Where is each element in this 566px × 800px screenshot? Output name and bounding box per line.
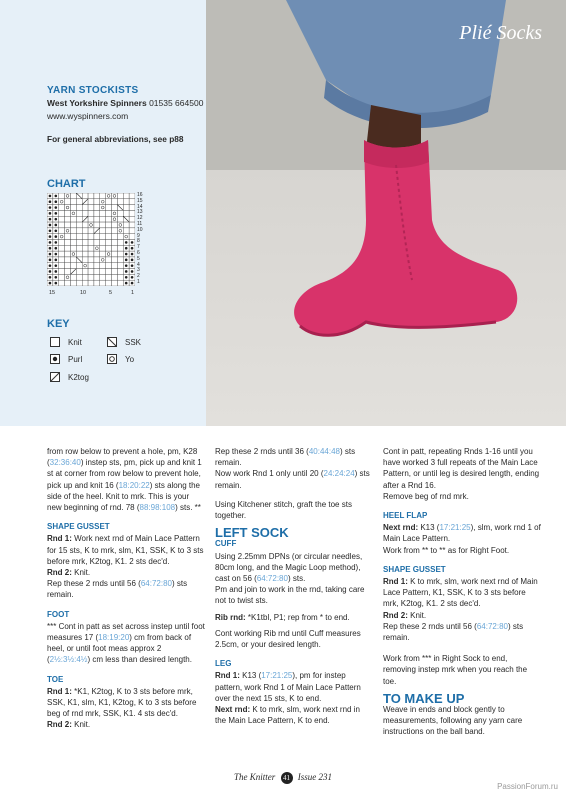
key-k2tog	[50, 372, 89, 382]
text-column-3	[383, 446, 541, 743]
section-heading: TOE	[47, 674, 64, 684]
row-number: 11	[137, 220, 143, 227]
key-purl	[50, 354, 82, 364]
magazine-name: The Knitter	[233, 772, 276, 782]
ssk-icon	[107, 337, 117, 347]
sock-illustration	[206, 0, 566, 426]
yo-icon	[107, 354, 117, 364]
abbreviations-note: For general abbreviations, see p88	[47, 134, 184, 144]
key-label: SSK	[125, 337, 142, 347]
section-heading: SHAPE GUSSET	[383, 564, 446, 574]
paragraph: Work from *** in Right Sock to end, removing instep mrk when you reach the toe.	[383, 654, 528, 686]
section-heading: FOOT	[47, 609, 70, 619]
paragraph: Rnd 1: *K1, K2tog, K to 3 sts before mrk, SSK, K1, slm, K1, K2tog, K to 3 sts before beg of rnd mrk, SSK, K1. 4 sts dec'd. Rnd 2: Knit.	[47, 686, 197, 730]
k2tog-icon	[50, 372, 60, 382]
paragraph: Rnd 1: Work next rnd of Main Lace Pattern for 15 sts, K to mrk, slm, K1, SSK, K to 3 sts before mrk, K2tog, K1. 2 sts dec'd. Rnd 2: Knit. Rep these 2 rnds until 56 (64:72:80) sts remain.	[47, 534, 204, 600]
col-number: 1	[131, 290, 135, 296]
row-number: 10	[137, 226, 143, 233]
row-number: 2	[137, 273, 140, 280]
issue-number: Issue 231	[297, 772, 332, 782]
key-label: K2tog	[68, 372, 89, 382]
row-number: 16	[137, 192, 143, 198]
row-number: 8	[137, 238, 140, 245]
watermark: PassionForum.ru	[497, 782, 558, 791]
chart-row-numbers	[137, 193, 143, 286]
paragraph: Rep these 2 rnds until 36 (40:44:48) sts remain. Now work Rnd 1 only until 20 (24:24:24) sts remain.	[215, 447, 370, 490]
col-number: 5	[109, 290, 113, 296]
row-number: 15	[137, 197, 143, 204]
key-label: Yo	[125, 354, 135, 364]
section-heading: HEEL FLAP	[383, 511, 428, 521]
left-sock-heading: LEFT SOCK	[215, 525, 289, 541]
chart-heading: CHART	[47, 178, 86, 190]
empty-square-icon	[50, 337, 60, 347]
pattern-title: Plié Socks	[459, 22, 542, 44]
paragraph: Rnd 1: K13 (17:21:25), pm for instep pattern, work Rnd 1 of Main Lace Pattern over the next 15 sts, K to end. Next rnd: K to mrk, slm, work next rnd in the Main Lace Pattern, K to end.	[215, 671, 361, 726]
chart-col-numbers	[47, 290, 137, 298]
text-column-1	[47, 446, 205, 736]
section-heading: SHAPE GUSSET	[47, 522, 110, 532]
sock-photo	[206, 0, 566, 426]
row-number: 5	[137, 255, 140, 262]
paragraph: from row below to prevent a hole, pm, K28 (32:36:40) instep sts, pm, pick up and knit 1 st at corner from row below to prevent hole, pick up and knit 16 (18:20:22) sts along the side of the heel. Knit to mrk. This is your new beginning of rnd. 78 (88:98:108) sts. **	[47, 447, 202, 513]
key-yo	[107, 354, 134, 364]
yarn-stockists	[47, 84, 207, 123]
filled-dot-icon	[50, 354, 60, 364]
paragraph: Rib rnd: *K1tbl, P1; rep from * to end.	[215, 612, 350, 622]
stockist-phone: 01535 664500	[149, 98, 204, 108]
stockist-company: West Yorkshire Spinners	[47, 98, 147, 108]
row-number: 9	[137, 232, 140, 239]
key-label: Purl	[68, 354, 83, 364]
row-number: 14	[137, 203, 143, 210]
paragraph: Next rnd: K13 (17:21:25), slm, work rnd 1 of Main Lace Pattern. Work from ** to ** as for Right Foot.	[383, 523, 541, 555]
col-number: 15	[49, 290, 56, 296]
paragraph: Rnd 1: K to mrk, slm, work next rnd of Main Lace Pattern, K1, SSK, K to 3 sts before mrk, K2tog, K1. 2 sts dec'd. Rnd 2: Knit. Rep these 2 rnds until 56 (64:72:80) sts remain.	[383, 577, 538, 643]
paragraph: Weave in ends and block gently to measurements, following any yarn care instructions on the ball band.	[383, 705, 523, 737]
paragraph: Using Kitchener stitch, graft the toe sts together.	[215, 499, 352, 521]
row-number: 13	[137, 209, 143, 216]
stockists-heading: YARN STOCKISTS	[47, 85, 139, 96]
row-number: 4	[137, 261, 140, 268]
key-label: Knit	[68, 337, 82, 347]
page-footer	[0, 772, 566, 784]
section-heading: CUFF	[215, 539, 237, 549]
paragraph: Cont working Rib rnd until Cuff measures 2.5cm, or your desired length.	[215, 628, 361, 650]
row-number: 7	[137, 244, 140, 251]
paragraph: *** Cont in patt as set across instep until foot measures 17 (18:19:20) cm from back of heel, or until foot meas approx 2 (2½:3½:4½) cm less than desired length.	[47, 621, 205, 665]
page-number: 41	[281, 772, 293, 784]
section-heading: LEG	[215, 659, 232, 669]
row-number: 12	[137, 215, 143, 222]
paragraph: Cont in patt, repeating Rnds 1-16 until you have worked 3 full repeats of the Main Lace Pattern, or until leg is desired length, ending after a Rnd 16. Remove beg of rnd mrk.	[383, 447, 540, 501]
key-ssk	[107, 337, 141, 347]
key-knit	[50, 337, 82, 347]
lace-chart-grid	[47, 193, 135, 286]
paragraph: Using 2.25mm DPNs (or circular needles, 80cm long, and the Magic Loop method), cast on 56 (64:72:80) sts. Pm and join to work in the rnd, taking care not to twist sts.	[215, 551, 365, 606]
row-number: 6	[137, 249, 140, 256]
row-number: 1	[137, 278, 140, 285]
text-column-2	[215, 446, 373, 731]
make-up-heading: TO MAKE UP	[383, 690, 465, 706]
key-heading: KEY	[47, 318, 70, 330]
col-number: 10	[80, 290, 87, 296]
stockist-web[interactable]: www.wyspinners.com	[47, 111, 129, 121]
row-number: 3	[137, 267, 140, 274]
